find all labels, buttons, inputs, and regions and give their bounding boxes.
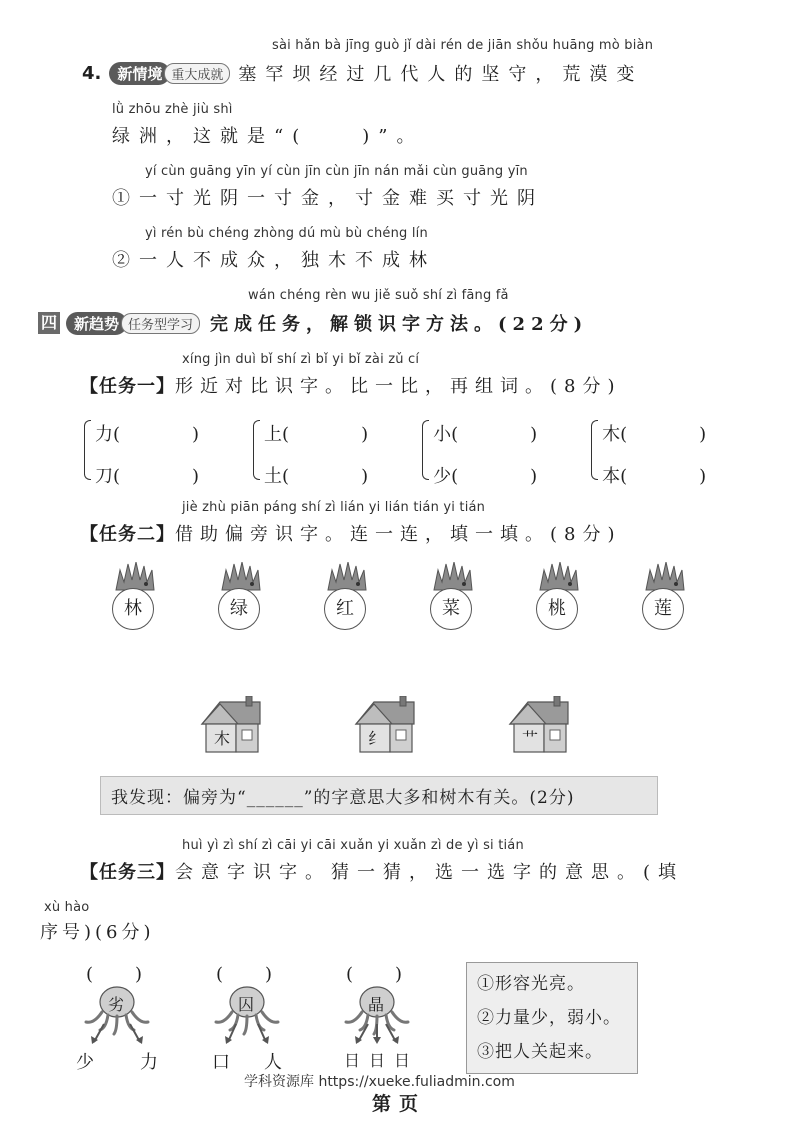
section4-pinyin: wán chéng rèn wu jiě suǒ shí zì fāng fǎ <box>248 288 509 303</box>
section4-title: 完成任务，解锁识字方法。(22分) <box>210 314 589 335</box>
hedgehog-char: 莲 <box>642 588 684 630</box>
brace <box>253 420 260 480</box>
pair-top[interactable]: 木( ) <box>602 424 707 445</box>
hedgehog-card[interactable] <box>214 562 264 634</box>
task3-header <box>80 858 684 884</box>
task1-header <box>80 372 622 398</box>
task1-pinyin: xíng jìn duì bǐ shí zì bǐ yi bǐ zài zǔ cí <box>182 352 420 367</box>
hedgehog-char: 菜 <box>430 588 472 630</box>
badge-tag: 重大成就 <box>164 63 230 84</box>
component-char: 日 <box>393 1051 410 1070</box>
answer-paren[interactable]: ( ) <box>86 964 145 985</box>
task1-text: 形近对比识字。比一比，再组词。(8分) <box>175 376 622 397</box>
question-number: 4. <box>82 62 102 84</box>
component-char: 日 <box>368 1051 385 1070</box>
pair-group <box>253 414 368 498</box>
pair-top[interactable]: 力( ) <box>95 424 200 445</box>
component-char: 人 <box>264 1052 282 1073</box>
brace <box>591 420 598 480</box>
hedgehog-char: 林 <box>112 588 154 630</box>
pair-group <box>422 414 537 498</box>
hedgehog-card[interactable] <box>108 562 158 634</box>
task3-pinyin2: xù hào <box>44 900 90 915</box>
badge-new-context: 新情境 <box>109 62 170 85</box>
component-char: 日 <box>344 1051 361 1070</box>
task3-text: 会意字识字。猜一猜，选一选字的意思。(填 <box>175 862 685 883</box>
meaning-options-box <box>466 962 638 1074</box>
pair-group <box>84 414 199 498</box>
hedgehog-card[interactable] <box>532 562 582 634</box>
q4-header <box>82 60 643 86</box>
pair-top[interactable]: 上( ) <box>264 424 369 445</box>
pair-group <box>591 414 706 498</box>
section4-header <box>38 310 588 336</box>
house-card[interactable] <box>506 696 572 754</box>
task3-pinyin: huì yì zì shí zì cāi yi cāi xuǎn yi xuǎn zì de yì si tián <box>182 838 524 853</box>
house-card[interactable] <box>198 696 264 754</box>
q4-line1: 塞罕坝经过几代人的坚守，荒漠变 <box>238 64 644 85</box>
q4-option1-pinyin: yí cùn guāng yīn yí cùn jīn cùn jīn nán mǎi cùn guāng yīn <box>145 164 528 179</box>
pair-bottom[interactable]: 本( ) <box>602 466 707 487</box>
brace <box>422 420 429 480</box>
ideogram-char: 劣 <box>108 995 125 1014</box>
meaning-option: ③把人关起来。 <box>477 1042 603 1062</box>
task2-pinyin: jiè zhù piān páng shí zì lián yi lián tián yi tián <box>182 500 486 515</box>
pair-bottom[interactable]: 刀( ) <box>95 466 200 487</box>
house-radical: 纟 <box>367 729 384 748</box>
house-radical: 艹 <box>521 729 538 748</box>
component-char: 力 <box>140 1052 158 1073</box>
hedgehog-row <box>108 562 688 634</box>
footer-link[interactable]: 学科资源库 https://xueke.fuliadmin.com <box>244 1074 515 1090</box>
hedgehog-card[interactable] <box>638 562 688 634</box>
task2-text: 借助偏旁识字。连一连，填一填。(8分) <box>175 524 622 545</box>
answer-paren[interactable]: ( ) <box>346 964 405 985</box>
badge-new-trend: 新趋势 <box>66 312 127 335</box>
ideogram-char: 晶 <box>368 995 385 1014</box>
q4-option1[interactable]: ①一寸光阴一寸金，寸金难买寸光阴 <box>112 188 544 209</box>
hedgehog-char: 红 <box>324 588 366 630</box>
q4-option2-pinyin: yì rén bù chéng zhòng dú mù bù chéng lín <box>145 226 428 241</box>
task1-label: 【任务一】 <box>80 376 175 397</box>
house-card[interactable] <box>352 696 418 754</box>
hedgehog-char: 绿 <box>218 588 260 630</box>
q4-pinyin-line1: sài hǎn bà jīng guò jǐ dài rén de jiān shǒu huāng mò biàn <box>272 38 654 53</box>
house-radical: 木 <box>213 729 230 748</box>
q4-option2[interactable]: ②一人不成众，独木不成林 <box>112 250 436 271</box>
task3-items <box>76 960 418 1072</box>
ideogram-item <box>206 960 288 1072</box>
badge-tag: 任务型学习 <box>121 313 200 334</box>
pair-bottom[interactable]: 土( ) <box>264 466 369 487</box>
q4-line2: 绿洲，这就是“( )”。 <box>112 126 424 147</box>
task3-text2: 序号)(6分) <box>40 922 155 943</box>
brace <box>84 420 91 480</box>
component-row <box>76 1048 158 1074</box>
q4-pinyin-line2: lǜ zhōu zhè jiù shì <box>112 102 233 117</box>
meaning-option: ①形容光亮。 <box>477 974 585 994</box>
component-row <box>344 1048 410 1071</box>
answer-paren[interactable]: ( ) <box>216 964 275 985</box>
section-number-box: 四 <box>38 312 60 334</box>
task1-pairs <box>84 414 706 498</box>
pair-bottom[interactable]: 少( ) <box>433 466 538 487</box>
ideogram-char: 囚 <box>238 995 255 1014</box>
discovery-box[interactable]: 我发现：偏旁为“______”的字意思大多和树木有关。(2分) <box>100 776 658 815</box>
meaning-option: ②力量少，弱小。 <box>477 1008 621 1028</box>
pair-top[interactable]: 小( ) <box>433 424 538 445</box>
hedgehog-card[interactable] <box>426 562 476 634</box>
ideogram-item <box>336 960 418 1072</box>
task3-label: 【任务三】 <box>80 862 175 883</box>
component-char: 口 <box>212 1052 230 1073</box>
task2-header <box>80 520 622 546</box>
ideogram-item <box>76 960 158 1072</box>
hedgehog-char: 桃 <box>536 588 578 630</box>
component-char: 少 <box>76 1052 94 1073</box>
hedgehog-card[interactable] <box>320 562 370 634</box>
page-label: 第页 <box>372 1093 427 1115</box>
task2-label: 【任务二】 <box>80 524 175 545</box>
house-row <box>198 696 572 754</box>
